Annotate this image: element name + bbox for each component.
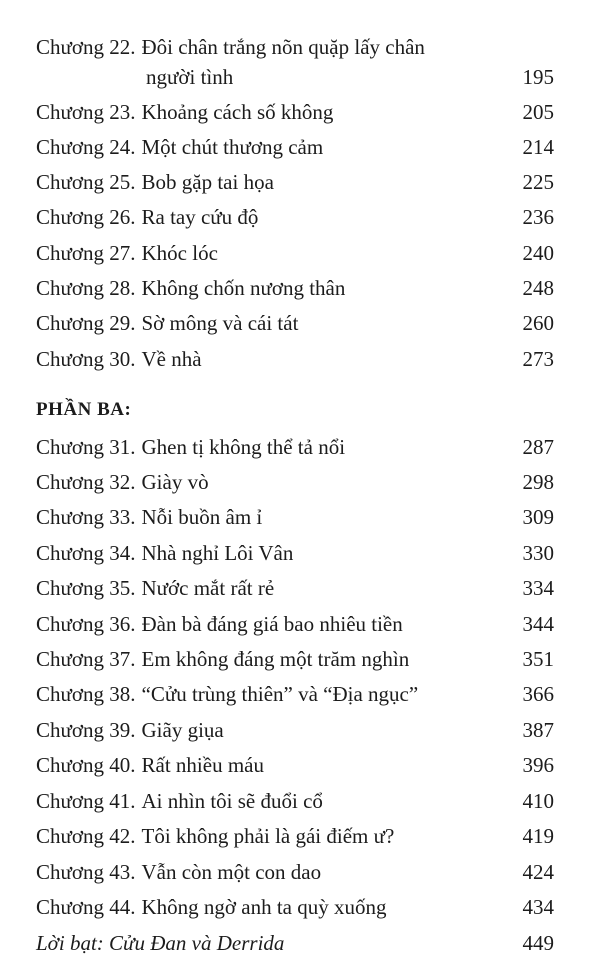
- chapter-title: Khóc lóc: [141, 241, 218, 265]
- page-number: 205: [522, 100, 554, 124]
- toc-entry: [36, 571, 554, 605]
- toc-entry: [36, 536, 554, 570]
- chapter-number: Chương 40.: [36, 753, 136, 777]
- page-number: 351: [522, 647, 554, 671]
- toc-entry: [36, 819, 554, 853]
- chapter-title: Không chốn nương thân: [141, 276, 346, 300]
- page-number: 424: [522, 860, 554, 884]
- page-number: 236: [522, 205, 554, 229]
- page-number: 334: [522, 576, 554, 600]
- chapter-title: Tôi không phải là gái điếm ư?: [141, 824, 395, 848]
- page-number: 344: [522, 612, 554, 636]
- chapter-title: Rất nhiều máu: [141, 753, 264, 777]
- page-number: 225: [522, 170, 554, 194]
- toc-entry: [36, 271, 554, 305]
- chapter-number: Chương 39.: [36, 718, 136, 742]
- chapter-number: Chương 38.: [36, 682, 136, 706]
- chapter-number: Chương 37.: [36, 647, 136, 671]
- page-number: 273: [522, 347, 554, 371]
- chapter-number: Chương 42.: [36, 824, 136, 848]
- page-number: 396: [522, 753, 554, 777]
- page-number: 366: [522, 682, 554, 706]
- page-number: 410: [522, 789, 554, 813]
- chapter-number: Chương 24.: [36, 135, 136, 159]
- toc-entry: [36, 500, 554, 534]
- chapter-number: Chương 29.: [36, 311, 136, 335]
- toc-entry: [36, 95, 554, 129]
- chapter-number: Chương 31.: [36, 435, 136, 459]
- toc-entry: [36, 306, 554, 340]
- toc-entry: [36, 200, 554, 234]
- page-number: 387: [522, 718, 554, 742]
- chapter-title: Khoảng cách số không: [141, 100, 334, 124]
- chapter-title: Đàn bà đáng giá bao nhiêu tiền: [141, 612, 403, 636]
- chapter-title: Về nhà: [141, 347, 202, 371]
- chapter-number: Chương 25.: [36, 170, 136, 194]
- toc-entry: [36, 784, 554, 818]
- chapter-title: Bob gặp tai họa: [141, 170, 274, 194]
- chapter-number: Chương 32.: [36, 470, 136, 494]
- page-number: 214: [522, 135, 554, 159]
- toc-entry: [36, 642, 554, 676]
- toc-entry: [36, 130, 554, 164]
- page-number: 330: [522, 541, 554, 565]
- page-number: 309: [522, 505, 554, 529]
- page-number: 260: [522, 311, 554, 335]
- chapter-title: Em không đáng một trăm nghìn: [141, 647, 410, 671]
- page-number: 298: [522, 470, 554, 494]
- chapter-number: Chương 34.: [36, 541, 136, 565]
- chapter-number: Chương 44.: [36, 895, 136, 919]
- chapter-title: Giày vò: [141, 470, 209, 494]
- toc-entry: [36, 465, 554, 499]
- chapter-title: Đôi chân trắng nõn quặp lấy chân: [141, 35, 425, 59]
- page-number: 240: [522, 241, 554, 265]
- chapter-title: Nhà nghỉ Lôi Vân: [141, 541, 294, 565]
- toc-entry: [36, 677, 554, 711]
- toc-entry: [36, 890, 554, 924]
- chapter-number: Chương 23.: [36, 100, 136, 124]
- toc-entry-afterword: [36, 926, 554, 960]
- chapter-title-continued: người tình: [146, 65, 234, 89]
- chapter-number: Chương 22.: [36, 35, 136, 59]
- page-number: 449: [522, 931, 554, 955]
- chapter-title: Sờ mông và cái tát: [141, 311, 299, 335]
- toc-entry: [36, 30, 554, 64]
- page-number: 195: [522, 65, 554, 89]
- afterword-title: Lời bạt: Cửu Đan và Derrida: [36, 931, 285, 955]
- chapter-number: Chương 36.: [36, 612, 136, 636]
- page-number: 419: [522, 824, 554, 848]
- chapter-number: Chương 28.: [36, 276, 136, 300]
- chapter-number: Chương 35.: [36, 576, 136, 600]
- toc-entry-page-row: [36, 60, 554, 94]
- toc-entry: [36, 713, 554, 747]
- chapter-title: Một chút thương cảm: [141, 135, 324, 159]
- toc-entry: [36, 236, 554, 270]
- page-number: 434: [522, 895, 554, 919]
- toc-entry: [36, 342, 554, 376]
- chapter-number: Chương 27.: [36, 241, 136, 265]
- chapter-title: Ghen tị không thể tả nổi: [141, 435, 346, 459]
- chapter-title: Nước mắt rất rẻ: [141, 576, 275, 600]
- chapter-title: Ai nhìn tôi sẽ đuổi cổ: [141, 789, 323, 813]
- chapter-number: Chương 26.: [36, 205, 136, 229]
- chapter-number: Chương 30.: [36, 347, 136, 371]
- toc-entry: [36, 607, 554, 641]
- toc-entry: [36, 165, 554, 199]
- part-heading: PHẦN BA:: [36, 399, 132, 420]
- chapter-number: Chương 43.: [36, 860, 136, 884]
- chapter-number: Chương 33.: [36, 505, 136, 529]
- chapter-title: Nỗi buồn âm ỉ: [141, 505, 263, 529]
- toc-entry: [36, 855, 554, 889]
- page-number: 287: [522, 435, 554, 459]
- chapter-title: Ra tay cứu độ: [141, 205, 259, 229]
- chapter-title: “Cửu trùng thiên” và “Địa ngục”: [141, 682, 419, 706]
- toc-entry: [36, 430, 554, 464]
- chapter-title: Vẫn còn một con dao: [141, 860, 322, 884]
- chapter-title: Giãy giụa: [141, 718, 224, 742]
- chapter-number: Chương 41.: [36, 789, 136, 813]
- chapter-title: Không ngờ anh ta quỳ xuống: [141, 895, 387, 919]
- toc-entry: [36, 748, 554, 782]
- page-number: 248: [522, 276, 554, 300]
